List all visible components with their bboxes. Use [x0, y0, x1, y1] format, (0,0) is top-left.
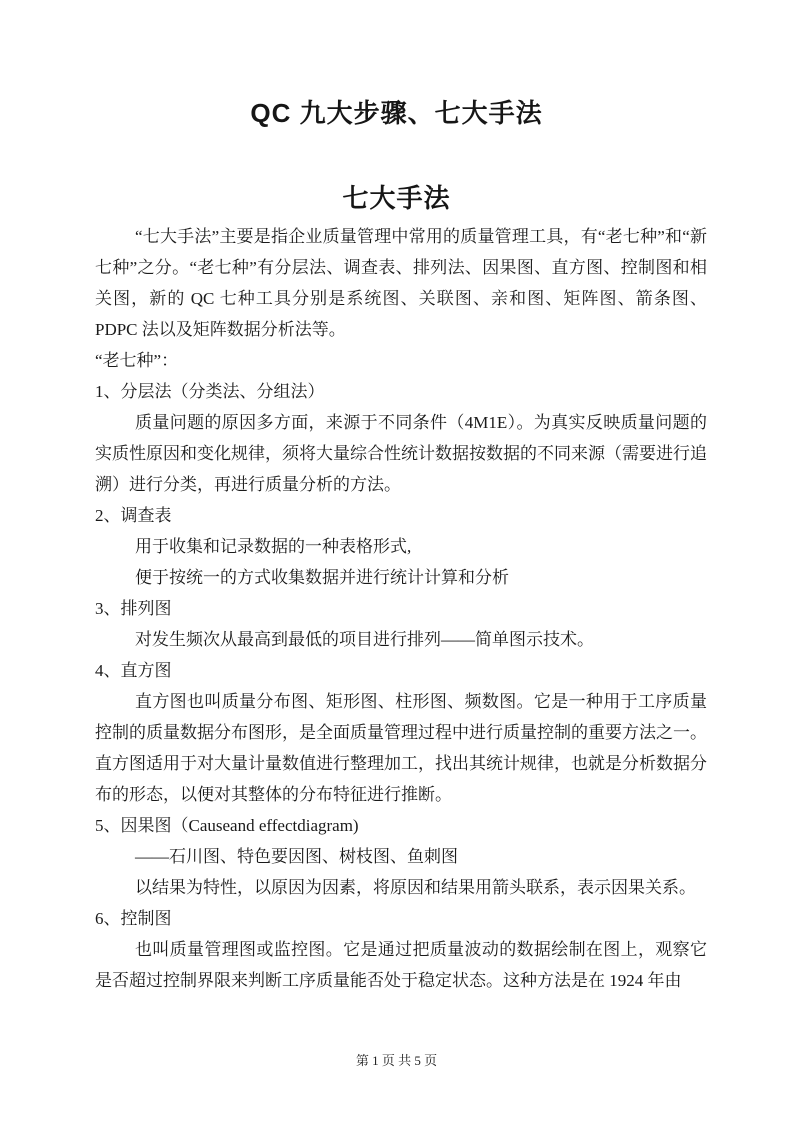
paragraph-line: 1、分层法（分类法、分组法）: [95, 382, 325, 401]
paragraph-line: 直方图也叫质量分布图、矩形图、柱形图、频数图。它是一种用于工序质量控制的质量数据分布图形，是全面质量管理过程中进行质量控制的重要方法之一。直方图适用于对大量计量数值进行整理加工，找出其统计规律，也就是分析数据分布的形态，以便对其整体的分布特征进行推断。: [95, 692, 707, 804]
paragraph-line: 6、控制图: [95, 909, 172, 928]
paragraph-line: “老七种”：: [95, 351, 179, 370]
paragraph-line: 也叫质量管理图或监控图。它是通过把质量波动的数据绘制在图上，观察它是否超过控制界限来判断工序质量能否处于稳定状态。这种方法是在 1924 年由: [95, 940, 707, 990]
paragraph-line: 5、因果图（Causeand effectdiagram): [95, 816, 359, 835]
paragraph-line: 3、排列图: [95, 599, 172, 618]
paragraph-line: 质量问题的原因多方面，来源于不同条件（4M1E）。为真实反映质量问题的实质性原因和变化规律，须将大量综合性统计数据按数据的不同来源（需要进行追溯）进行分类，再进行质量分析的方法。: [95, 413, 707, 494]
paragraph-line: ——石川图、特色要因图、树枝图、鱼刺图: [135, 847, 458, 866]
paragraph-line: 对发生频次从最高到最低的项目进行排列——简单图示技术。: [135, 630, 594, 649]
paragraph-line: 4、直方图: [95, 661, 172, 680]
document-body: [95, 221, 707, 996]
paragraph-line: 2、调查表: [95, 506, 172, 525]
page-number-footer: 第 1 页 共 5 页: [355, 1053, 438, 1068]
paragraph-line: 以结果为特性，以原因为因素，将原因和结果用箭头联系，表示因果关系。: [135, 878, 696, 897]
document-title: QC 九大步骤、七大手法: [250, 98, 543, 128]
section-title: 七大手法: [342, 184, 451, 213]
paragraph-line: 便于按统一的方式收集数据并进行统计计算和分析: [135, 568, 509, 587]
paragraph-line: “七大手法”主要是指企业质量管理中常用的质量管理工具，有“老七种”和“新七种”之分。“老七种”有分层法、调查表、排列法、因果图、直方图、控制图和相关图，新的 QC 七种工具分别是系统图、关联图、亲和图、矩阵图、箭条图、PDPC 法以及矩阵数据分析法等。: [95, 227, 707, 339]
paragraph-line: 用于收集和记录数据的一种表格形式,: [135, 537, 412, 556]
